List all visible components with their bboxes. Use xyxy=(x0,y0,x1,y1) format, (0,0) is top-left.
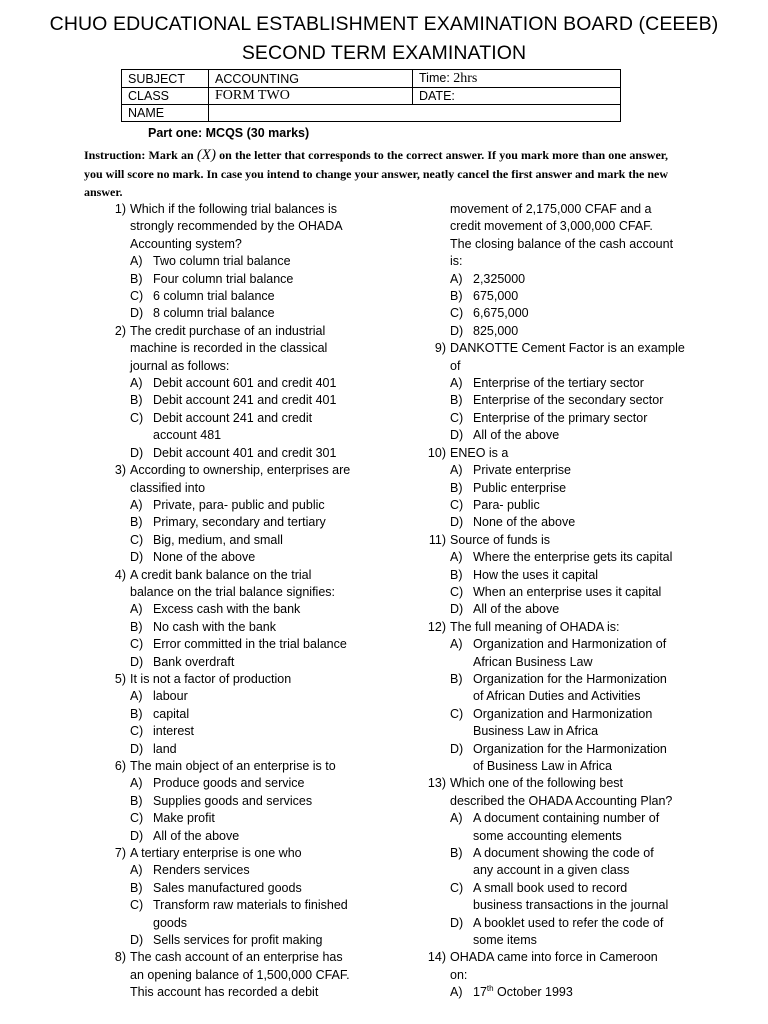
question-options xyxy=(420,810,720,949)
answer-option xyxy=(130,932,390,949)
option-text: 17th October 1993 xyxy=(473,984,573,1000)
option-text: None of the above xyxy=(473,515,576,530)
class-value: FORM TWO xyxy=(209,88,413,105)
option-letter: A) xyxy=(450,811,463,826)
question-text: The cash account of an enterprise has xyxy=(130,950,343,965)
answer-option xyxy=(130,271,390,288)
question-number: 5) xyxy=(114,671,126,686)
question-number: 8) xyxy=(114,950,126,965)
question-text: Which one of the following best xyxy=(450,776,624,791)
option-text: Enterprise of the primary sector xyxy=(473,410,648,425)
option-text: Organization and Harmonization of xyxy=(473,637,667,652)
option-letter: C) xyxy=(130,724,144,739)
question-item xyxy=(420,775,720,810)
question-text: According to ownership, enterprises are xyxy=(130,463,351,478)
option-text: 2,325000 xyxy=(473,271,526,286)
instruction-text xyxy=(84,146,668,202)
answer-option xyxy=(130,706,390,723)
question-text: journal as follows: xyxy=(130,358,230,373)
answer-option xyxy=(130,880,390,897)
option-letter: B) xyxy=(130,619,143,634)
question-text: The closing balance of the cash account xyxy=(450,236,674,251)
question-text: machine is recorded in the classical xyxy=(130,341,328,356)
option-text: goods xyxy=(153,915,188,930)
question-item xyxy=(100,949,390,1001)
option-text: Renders services xyxy=(153,863,250,878)
question-options xyxy=(420,549,720,619)
option-text: All of the above xyxy=(153,828,240,843)
option-text: Organization and Harmonization xyxy=(473,706,653,721)
answer-option xyxy=(130,375,390,392)
option-letter: A) xyxy=(450,985,463,1000)
answer-option xyxy=(450,601,720,618)
option-text: Business Law in Africa xyxy=(473,724,599,739)
option-letter: B) xyxy=(450,567,463,582)
option-text: any account in a given class xyxy=(473,863,630,878)
option-letter: C) xyxy=(130,532,144,547)
option-letter: D) xyxy=(130,933,144,948)
answer-option xyxy=(450,514,720,531)
answer-option xyxy=(450,984,720,1001)
exam-title: SECOND TERM EXAMINATION xyxy=(241,42,527,64)
question-text: of xyxy=(450,358,461,373)
question-text: strongly recommended by the OHADA xyxy=(130,219,343,234)
answer-option xyxy=(130,828,390,845)
option-text: 675,000 xyxy=(473,289,519,304)
answer-option xyxy=(130,741,390,758)
option-letter: D) xyxy=(130,654,144,669)
option-text: Sales manufactured goods xyxy=(153,880,302,895)
option-text: Public enterprise xyxy=(473,480,567,495)
option-letter: D) xyxy=(450,915,464,930)
option-text: A document containing number of xyxy=(473,811,660,826)
option-text: No cash with the bank xyxy=(153,619,276,634)
option-letter: A) xyxy=(130,863,143,878)
option-text: All of the above xyxy=(473,602,560,617)
answer-option xyxy=(450,549,720,566)
option-letter: D) xyxy=(450,602,464,617)
question-text: DANKOTTE Cement Factor is an example xyxy=(450,341,685,356)
answer-option xyxy=(450,392,720,409)
question-options xyxy=(100,601,390,671)
answer-option xyxy=(130,897,390,932)
option-letter: C) xyxy=(450,410,464,425)
option-letter: A) xyxy=(130,376,143,391)
option-letter: B) xyxy=(130,706,143,721)
question-options xyxy=(100,862,390,949)
answer-option xyxy=(130,305,390,322)
subject-label: SUBJECT xyxy=(122,70,209,88)
question-options xyxy=(420,271,720,341)
option-letter: C) xyxy=(130,898,144,913)
instruction-body: on the letter that corresponds to the correct answer. If you mark more than one answer, you will score no mark. In case you intend to change your answer, neatly cancel the first answer and mark the new answer. xyxy=(84,148,668,199)
answer-option xyxy=(450,706,720,741)
option-text: some accounting elements xyxy=(473,828,622,843)
option-text: Supplies goods and services xyxy=(153,793,313,808)
option-letter: B) xyxy=(130,271,143,286)
answer-option xyxy=(450,497,720,514)
question-text: A credit bank balance on the trial xyxy=(130,567,312,582)
option-letter: D) xyxy=(130,445,144,460)
question-options xyxy=(100,253,390,323)
question-text: The full meaning of OHADA is: xyxy=(450,619,620,634)
option-letter: C) xyxy=(450,706,464,721)
question-options xyxy=(100,497,390,567)
option-text: 6,675,000 xyxy=(473,306,529,321)
answer-option xyxy=(450,323,720,340)
option-text: Four column trial balance xyxy=(153,271,294,286)
option-text: Debit account 401 and credit 301 xyxy=(153,445,337,460)
option-letter: D) xyxy=(130,741,144,756)
question-number: 3) xyxy=(114,463,126,478)
option-letter: B) xyxy=(130,515,143,530)
question-8-continuation xyxy=(420,201,720,271)
question-number: 10) xyxy=(427,445,446,460)
question-options xyxy=(420,984,720,1001)
question-options xyxy=(100,688,390,758)
option-text: Organization for the Harmonization xyxy=(473,671,667,686)
question-text: Source of funds is xyxy=(450,532,551,547)
option-text: 8 column trial balance xyxy=(153,306,275,321)
option-letter: C) xyxy=(450,306,464,321)
questions-right-column xyxy=(420,201,720,1002)
answer-option xyxy=(130,619,390,636)
question-text: The main object of an enterprise is to xyxy=(130,759,336,773)
x-symbol: (X) xyxy=(196,147,216,163)
time-label: Time: xyxy=(419,71,454,85)
answer-option xyxy=(130,636,390,653)
question-text: described the OHADA Accounting Plan? xyxy=(450,793,673,808)
option-text: Para- public xyxy=(473,497,540,512)
question-number: 1) xyxy=(114,202,126,216)
option-text: African Business Law xyxy=(473,654,593,669)
questions-left-column xyxy=(100,201,390,1002)
option-letter: A) xyxy=(450,376,463,391)
option-text: 825,000 xyxy=(473,323,519,338)
answer-option xyxy=(130,549,390,566)
question-text: balance on the trial balance signifies: xyxy=(130,584,335,599)
option-text: Two column trial balance xyxy=(153,254,291,269)
answer-option xyxy=(130,392,390,409)
option-letter: A) xyxy=(450,550,463,565)
answer-option xyxy=(130,253,390,270)
answer-option xyxy=(450,462,720,479)
question-item xyxy=(100,758,390,775)
question-text: A tertiary enterprise is one who xyxy=(130,846,302,861)
question-text: OHADA came into force in Cameroon xyxy=(450,950,658,965)
option-text: capital xyxy=(153,706,190,721)
question-item xyxy=(100,201,390,253)
option-letter: B) xyxy=(130,793,143,808)
time-cell xyxy=(413,70,621,88)
question-item xyxy=(100,671,390,688)
answer-option xyxy=(130,723,390,740)
question-text: It is not a factor of production xyxy=(130,671,292,686)
question-item xyxy=(100,567,390,602)
option-letter: C) xyxy=(450,584,464,599)
date-label: DATE: xyxy=(413,88,621,105)
option-text: Sells services for profit making xyxy=(153,933,323,948)
option-text: When an enterprise uses it capital xyxy=(473,584,662,599)
option-text: Primary, secondary and tertiary xyxy=(153,515,326,530)
option-text: Private, para- public and public xyxy=(153,497,325,512)
option-letter: B) xyxy=(450,480,463,495)
question-number: 2) xyxy=(114,323,126,338)
question-text: is: xyxy=(450,254,463,269)
question-options xyxy=(420,375,720,445)
option-text: of Business Law in Africa xyxy=(473,759,612,773)
option-text: Transform raw materials to finished xyxy=(153,898,348,913)
question-options xyxy=(100,775,390,845)
option-letter: D) xyxy=(130,550,144,565)
option-letter: C) xyxy=(450,497,464,512)
option-letter: A) xyxy=(450,463,463,478)
answer-option xyxy=(450,915,720,950)
answer-option xyxy=(450,480,720,497)
question-text: ENEO is a xyxy=(450,445,509,460)
option-letter: D) xyxy=(450,323,464,338)
answer-option xyxy=(450,880,720,915)
option-text: A small book used to record xyxy=(473,880,628,895)
name-label: NAME xyxy=(122,105,209,122)
exam-info-table xyxy=(121,69,621,122)
option-letter: B) xyxy=(450,846,463,861)
question-item xyxy=(100,845,390,862)
answer-option xyxy=(130,445,390,462)
option-text: Private enterprise xyxy=(473,463,571,478)
option-text: Debit account 241 and credit 401 xyxy=(153,393,337,408)
question-item xyxy=(420,949,720,984)
option-letter: C) xyxy=(130,637,144,652)
option-letter: C) xyxy=(130,410,144,425)
question-text: Accounting system? xyxy=(130,236,242,251)
option-letter: A) xyxy=(130,254,143,269)
option-letter: D) xyxy=(450,515,464,530)
answer-option xyxy=(450,845,720,880)
option-letter: C) xyxy=(450,880,464,895)
option-text: Make profit xyxy=(153,811,215,826)
question-item xyxy=(100,323,390,375)
option-text: Enterprise of the tertiary sector xyxy=(473,376,644,391)
option-text: How the uses it capital xyxy=(473,567,599,582)
time-value: 2hrs xyxy=(453,71,478,86)
question-text: on: xyxy=(450,967,468,982)
option-letter: B) xyxy=(450,289,463,304)
question-text: Which if the following trial balances is xyxy=(130,202,338,216)
answer-option xyxy=(450,305,720,322)
option-letter: A) xyxy=(130,689,143,704)
instruction-lead: Instruction: Mark an xyxy=(84,148,197,162)
option-letter: D) xyxy=(130,306,144,321)
option-text: labour xyxy=(153,689,188,704)
answer-option xyxy=(130,793,390,810)
option-text: of African Duties and Activities xyxy=(473,689,641,704)
option-text: Produce goods and service xyxy=(153,776,305,791)
option-letter: B) xyxy=(450,671,463,686)
answer-option xyxy=(130,775,390,792)
name-value xyxy=(209,105,621,122)
option-text: None of the above xyxy=(153,550,256,565)
option-text: land xyxy=(153,741,177,756)
option-text: Error committed in the trial balance xyxy=(153,637,347,652)
option-letter: A) xyxy=(130,776,143,791)
part-one-heading: Part one: MCQS (30 marks) xyxy=(148,126,310,140)
option-letter: C) xyxy=(130,289,144,304)
option-text: All of the above xyxy=(473,428,560,443)
answer-option xyxy=(450,288,720,305)
question-text: This account has recorded a debit xyxy=(130,985,319,1000)
answer-option xyxy=(130,410,390,445)
question-text: The credit purchase of an industrial xyxy=(130,323,326,338)
question-text: credit movement of 3,000,000 CFAF. xyxy=(450,219,653,234)
question-number: 12) xyxy=(427,619,446,634)
answer-option xyxy=(130,601,390,618)
option-letter: D) xyxy=(450,428,464,443)
option-text: Debit account 601 and credit 401 xyxy=(153,376,337,391)
answer-option xyxy=(450,375,720,392)
option-letter: C) xyxy=(130,811,144,826)
question-options xyxy=(420,462,720,532)
answer-option xyxy=(450,427,720,444)
question-number: 11) xyxy=(428,532,446,547)
option-letter: B) xyxy=(130,880,143,895)
option-letter: A) xyxy=(450,271,463,286)
option-text: A booklet used to refer the code of xyxy=(473,915,664,930)
class-label: CLASS xyxy=(122,88,209,105)
answer-option xyxy=(450,741,720,776)
answer-option xyxy=(130,862,390,879)
answer-option xyxy=(130,654,390,671)
option-text: Excess cash with the bank xyxy=(153,602,301,617)
question-text: classified into xyxy=(130,480,206,495)
option-text: Bank overdraft xyxy=(153,654,235,669)
option-text: business transactions in the journal xyxy=(473,898,669,913)
option-text: Organization for the Harmonization xyxy=(473,741,667,756)
answer-option xyxy=(450,636,720,671)
subject-value: ACCOUNTING xyxy=(209,70,413,88)
question-number: 4) xyxy=(114,567,126,582)
option-letter: B) xyxy=(130,393,143,408)
answer-option xyxy=(130,688,390,705)
option-text: A document showing the code of xyxy=(473,846,654,861)
board-title: CHUO EDUCATIONAL ESTABLISHMENT EXAMINATION BOARD (CEEEB) xyxy=(49,13,719,35)
answer-option xyxy=(450,671,720,706)
question-number: 13) xyxy=(427,776,446,791)
answer-option xyxy=(450,584,720,601)
answer-option xyxy=(450,810,720,845)
option-text: some items xyxy=(473,933,537,948)
answer-option xyxy=(450,271,720,288)
answer-option xyxy=(130,532,390,549)
question-item xyxy=(420,532,720,549)
question-number: 6) xyxy=(114,759,126,773)
option-text: Enterprise of the secondary sector xyxy=(473,393,664,408)
question-item xyxy=(100,462,390,497)
question-text: an opening balance of 1,500,000 CFAF. xyxy=(130,967,350,982)
answer-option xyxy=(450,410,720,427)
question-text: movement of 2,175,000 CFAF and a xyxy=(450,202,652,216)
question-number: 14) xyxy=(427,950,446,965)
option-letter: D) xyxy=(450,741,464,756)
option-text: interest xyxy=(153,724,194,739)
question-options xyxy=(420,636,720,775)
option-text: Where the enterprise gets its capital xyxy=(473,550,673,565)
option-text: 6 column trial balance xyxy=(153,289,275,304)
option-text: account 481 xyxy=(153,428,222,443)
option-letter: D) xyxy=(130,828,144,843)
option-text: Big, medium, and small xyxy=(153,532,283,547)
question-item xyxy=(420,340,720,375)
option-letter: A) xyxy=(450,637,463,652)
answer-option xyxy=(130,497,390,514)
answer-option xyxy=(130,810,390,827)
option-letter: B) xyxy=(450,393,463,408)
question-item xyxy=(420,619,720,636)
answer-option xyxy=(130,514,390,531)
option-letter: A) xyxy=(130,497,143,512)
answer-option xyxy=(450,567,720,584)
question-item xyxy=(420,445,720,462)
question-options xyxy=(100,375,390,462)
option-letter: A) xyxy=(130,602,143,617)
question-number: 9) xyxy=(434,341,446,356)
option-text: Debit account 241 and credit xyxy=(153,410,313,425)
answer-option xyxy=(130,288,390,305)
question-number: 7) xyxy=(114,846,126,861)
